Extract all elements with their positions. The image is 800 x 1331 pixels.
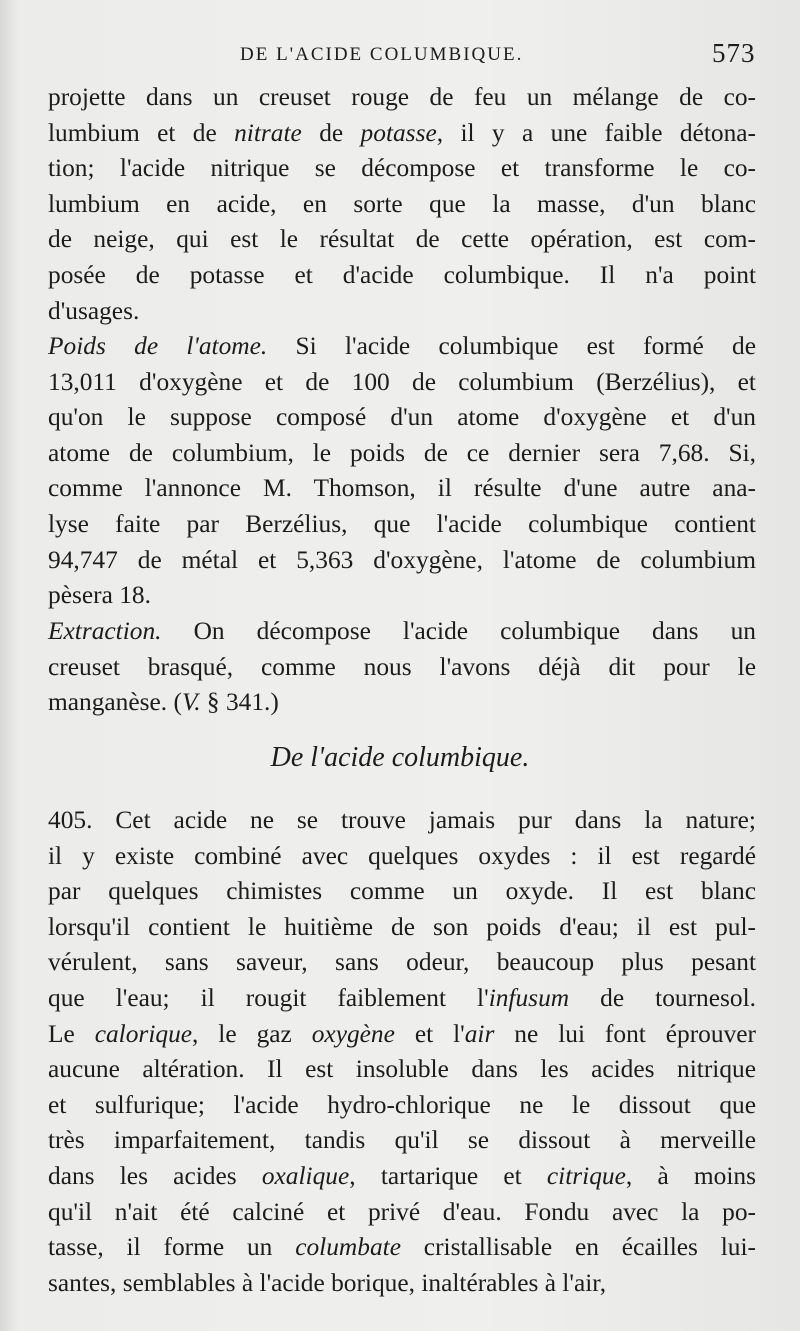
text-line: [48, 1159, 756, 1195]
roman-text: comme l'annonce M. Thomson, il résulte d'une autre ana-: [48, 474, 756, 503]
italic-text: nitrate: [234, 118, 302, 147]
text-line: [48, 222, 756, 258]
text-line: [48, 1052, 756, 1088]
text-line: [48, 365, 756, 401]
paragraph-continuation: [48, 80, 756, 329]
roman-text: projette dans un creuset rouge de feu un mélange de co-: [48, 83, 756, 111]
roman-text: et l': [394, 1019, 465, 1048]
italic-text: air: [464, 1019, 495, 1048]
text-line: [48, 1230, 756, 1266]
text-line: [48, 839, 756, 875]
text-line: [48, 294, 756, 330]
roman-text: tasse, il forme un: [48, 1233, 296, 1262]
roman-text: tion; l'acide nitrique se décompose et transforme le co-: [48, 154, 756, 183]
running-head: [0, 38, 800, 78]
roman-text: atome de columbium, le poids de ce dernier sera 7,68. Si,: [48, 438, 756, 467]
text-line: [48, 1195, 756, 1231]
roman-text: par quelques chimistes comme un oxyde. Il est blanc: [48, 877, 756, 906]
italic-text: oxalique: [261, 1161, 350, 1190]
roman-text: santes, semblables à l'acide borique, inaltérables à l'air,: [48, 1268, 607, 1297]
roman-text: pèsera 18.: [48, 581, 151, 610]
roman-text: , le gaz: [192, 1019, 312, 1048]
text-line: [48, 116, 756, 152]
roman-text: posée de potasse et d'acide columbique. Il n'a point: [48, 260, 756, 289]
text-line: [48, 685, 756, 721]
roman-text: lyse faite par Berzélius, que l'acide columbique contient: [48, 509, 756, 538]
roman-text: de neige, qui est le résultat de cette opération, est com-: [48, 225, 756, 254]
text-line: [48, 436, 756, 472]
roman-text: Le: [48, 1019, 95, 1048]
italic-text: potasse: [360, 118, 437, 147]
italic-text: Extraction.: [48, 617, 162, 645]
text-line: [48, 614, 756, 650]
text-line: [48, 803, 756, 839]
text-line: [48, 1088, 756, 1124]
italic-text: columbate: [295, 1233, 401, 1262]
italic-text: calorique: [94, 1019, 193, 1048]
roman-text: 94,747 de métal et 5,363 d'oxygène, l'atome de columbium: [48, 545, 756, 574]
roman-text: de tournesol.: [569, 983, 756, 1012]
italic-text: infusum: [488, 983, 570, 1012]
paragraph-atomic-weight: [48, 329, 756, 614]
text-line: [48, 981, 756, 1017]
roman-text: § 341.): [200, 688, 279, 717]
roman-text: qu'on le suppose composé d'un atome d'oxygène et d'un: [48, 403, 756, 432]
roman-text: , il y a une faible détona-: [436, 118, 756, 147]
roman-text: 405. Cet acide ne se trouve jamais pur dans la nature;: [48, 806, 756, 834]
text-line: [48, 650, 756, 686]
roman-text: il y existe combiné avec quelques oxydes : il est regardé: [48, 841, 756, 870]
text-line: [48, 258, 756, 294]
roman-text: Si l'acide columbique est formé de: [267, 332, 756, 360]
text-line: [48, 543, 756, 579]
roman-text: 13,011 d'oxygène et de 100 de columbium (Berzélius), et: [48, 367, 756, 396]
text-line: [48, 80, 756, 116]
roman-text: , à moins: [625, 1161, 757, 1190]
section-title: De l'acide columbique.: [270, 742, 530, 773]
roman-text: très imparfaitement, tandis qu'il se dissout à merveille: [48, 1126, 756, 1155]
italic-text: oxygène: [311, 1019, 395, 1048]
running-head-title: DE L'ACIDE COLUMBIQUE.: [240, 44, 524, 65]
text-line: [48, 400, 756, 436]
text-line: [48, 187, 756, 223]
roman-text: que l'eau; il rougit faiblement l': [48, 983, 489, 1012]
italic-text: V.: [181, 688, 201, 717]
roman-text: qu'il n'ait été calciné et privé d'eau. Fondu avec la po-: [48, 1197, 756, 1226]
italic-text: Poids de l'atome.: [48, 332, 268, 360]
roman-text: aucune altération. Il est insoluble dans les acides nitrique: [48, 1055, 756, 1084]
text-line: [48, 945, 756, 981]
text-line: [48, 471, 756, 507]
roman-text: On décompose l'acide columbique dans un: [161, 617, 756, 645]
text-line: [48, 1123, 756, 1159]
page-number: 573: [712, 38, 756, 68]
text-line: [48, 910, 756, 946]
roman-text: , tartarique et: [349, 1161, 547, 1190]
italic-text: citrique: [546, 1161, 626, 1190]
roman-text: vérulent, sans saveur, sans odeur, beaucoup plus pesant: [48, 948, 756, 977]
text-line: [48, 1266, 756, 1302]
roman-text: ne lui font éprouver: [494, 1019, 756, 1048]
roman-text: d'usages.: [48, 296, 140, 325]
roman-text: lumbium en acide, en sorte que la masse, d'un blanc: [48, 189, 756, 218]
roman-text: lumbium et de: [48, 118, 235, 147]
paragraph-extraction: [48, 614, 756, 721]
text-line: [48, 151, 756, 187]
text-line: [48, 1017, 756, 1053]
text-line: [48, 507, 756, 543]
text-line: [48, 578, 756, 614]
roman-text: manganèse. (: [48, 688, 182, 717]
roman-text: cristallisable en écailles lui-: [400, 1233, 756, 1262]
roman-text: et sulfurique; l'acide hydro-chlorique ne le dissout que: [48, 1090, 756, 1119]
roman-text: lorsqu'il contient le huitième de son poids d'eau; il est pul-: [48, 912, 756, 941]
text-line: [48, 874, 756, 910]
roman-text: creuset brasqué, comme nous l'avons déjà dit pour le: [48, 652, 756, 681]
roman-text: dans les acides: [48, 1161, 262, 1190]
text-line: [48, 329, 756, 365]
roman-text: de: [301, 118, 361, 147]
paragraph-405: [48, 803, 756, 1301]
